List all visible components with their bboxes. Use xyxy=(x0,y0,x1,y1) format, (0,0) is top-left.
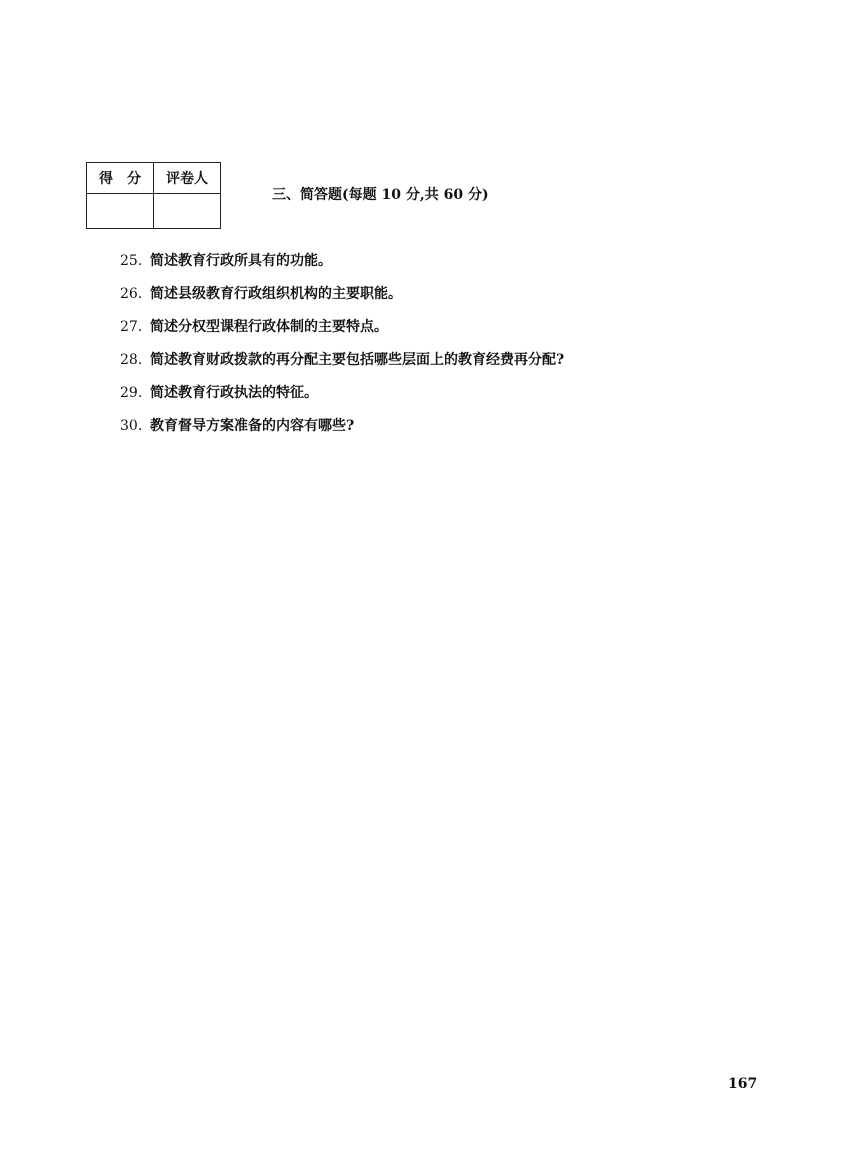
question-number: 30. xyxy=(120,418,143,434)
score-label: 得 分 xyxy=(87,163,154,194)
question-item xyxy=(120,417,564,450)
question-text: 简述教育行政执法的特征。 xyxy=(150,385,318,401)
question-number: 26. xyxy=(120,286,143,302)
page-number: 167 xyxy=(728,1076,758,1092)
question-item xyxy=(120,252,564,285)
question-number: 28. xyxy=(120,352,143,368)
question-item xyxy=(120,318,564,351)
question-text: 简述县级教育行政组织机构的主要职能。 xyxy=(150,286,402,302)
question-item xyxy=(120,285,564,318)
score-box xyxy=(86,162,221,229)
question-text: 简述教育行政所具有的功能。 xyxy=(150,253,332,269)
score-field xyxy=(87,194,154,229)
question-number: 25. xyxy=(120,253,143,269)
question-text: 教育督导方案准备的内容有哪些? xyxy=(150,418,355,434)
question-item xyxy=(120,384,564,417)
question-text: 简述分权型课程行政体制的主要特点。 xyxy=(150,319,388,335)
question-number: 29. xyxy=(120,385,143,401)
question-text: 简述教育财政拨款的再分配主要包括哪些层面上的教育经费再分配? xyxy=(150,352,565,368)
question-number: 27. xyxy=(120,319,143,335)
grader-field xyxy=(154,194,221,229)
question-item xyxy=(120,351,564,384)
section-title: 三、简答题(每题 10 分,共 60 分) xyxy=(272,187,489,203)
grader-label: 评卷人 xyxy=(154,163,221,194)
question-list xyxy=(120,252,564,450)
